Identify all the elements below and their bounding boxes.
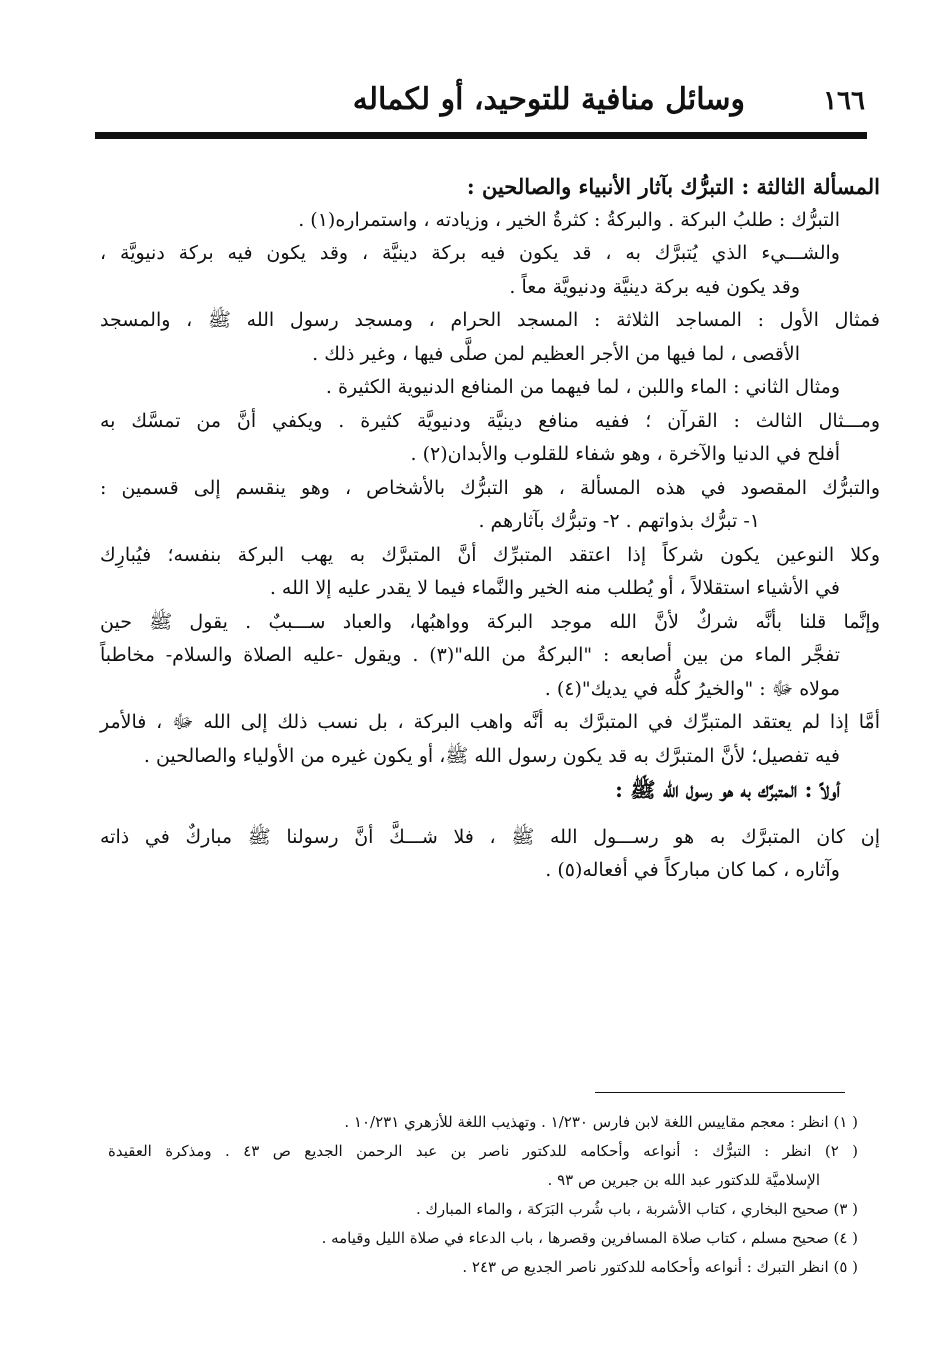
text-line: الأقصى ، لما فيها من الأجر العظيم لمن صلَّى فيها ، وغير ذلك . [312, 342, 800, 365]
text-line: فمثال الأول : المساجد الثلاثة : المسجد الحرام ، ومسجد رسول الله ﷺ ، والمسجد [100, 309, 880, 331]
text-line: التبرُّك : طلبُ البركة . والبركةُ : كثرةُ الخير ، وزيادته ، واستمراره(١) . [298, 208, 840, 231]
footnote: ( ٤) صحيح مسلم ، كتاب صلاة المسافرين وقصرها ، باب الدعاء في صلاة الليل وقيامه . [321, 1229, 858, 1247]
section-heading: المسألة الثالثة : التبرُّك بآثار الأنبياء والصالحين : [466, 174, 880, 199]
list-item: ١- تبرُّك بذواتهم . ٢- وتبرُّك بآثارهم . [478, 510, 760, 532]
main-text [100, 170, 880, 888]
text-line: أفلح في الدنيا والآخرة ، وهو شفاء للقلوب والأبدان(٢) . [410, 443, 840, 465]
text-line: فيه تفصيل؛ لأنَّ المتبرَّك به قد يكون رسول الله ﷺ، أو يكون غيره من الأولياء والصالحين . [143, 744, 840, 767]
footnote-rule [595, 1092, 845, 1093]
footnote: ( ١) انظر : معجم مقاييس اللغة لابن فارس ١/٢٣٠ . وتهذيب اللغة للأزهري ١٠/٢٣١ . [344, 1113, 858, 1131]
text-line: في الأشياء استقلالاً ، أو يُطلب منه الخير والنَّماء فيما لا يقدر عليه إلا الله . [269, 577, 840, 599]
spacer [100, 807, 880, 821]
footnotes [108, 1108, 858, 1282]
text-line: إن كان المتبرَّك به هو رســـول الله ﷺ ، فلا شـــكَّ أنَّ رسولنا ﷺ مباركٌ في ذاته [100, 825, 880, 848]
text-line: والتبرُّك المقصود في هذه المسألة ، هو التبرُّك بالأشخاص ، وهو ينقسم إلى قسمين : [100, 476, 880, 499]
text-line: وآثاره ، كما كان مباركاً في أفعاله(٥) . [545, 859, 840, 881]
page-header [95, 78, 865, 130]
text-line: ومثال الثاني : الماء واللبن ، لما فيهما من المنافع الدنيوية الكثيرة . [325, 376, 840, 398]
header-rule [95, 132, 867, 139]
running-title: وسائل منافية للتوحيد، أو لكماله [352, 82, 745, 117]
text-line: تفجَّر الماء من بين أصابعه : "البركةُ من الله"(٣) . ويقول -عليه الصلاة والسلام- مخاطباً [100, 644, 840, 666]
footnote: ( ٥) انظر التبرك : أنواعه وأحكامه للدكتور ناصر الجديع ص ٢٤٣ . [462, 1258, 858, 1276]
text-line: مولاه ﷻ : "والخيرُ كلُّه في يديك"(٤) . [544, 677, 840, 700]
text-line: وإنَّما قلنا بأنَّه شركٌ لأنَّ الله موجد البركة وواهبُها، والعباد ســـببٌ . يقول ﷺ حين [100, 610, 880, 633]
subsection-heading: أولاً : المتبرَّك به هو رسول الله ﷺ : [615, 777, 840, 802]
footnote-continuation: الإسلاميَّة للدكتور عبد الله بن جبرين ص ٩٣ . [547, 1171, 820, 1189]
footnote: ( ٣) صحيح البخاري ، كتاب الأشربة ، باب شُرب البَرَكة ، والماء المبارك . [415, 1200, 858, 1218]
text-line: وقد يكون فيه بركة دينيَّة ودنيويَّة معاً . [509, 275, 800, 298]
text-line: أمَّا إذا لم يعتقد المتبرِّك في المتبرَّك به أنَّه واهب البركة ، بل نسب ذلك إلى الله ﷻ ، فالأمر [100, 711, 880, 733]
text-line: وكلا النوعين يكون شركاً إذا اعتقد المتبرِّك أنَّ المتبرَّك به يهب البركة بنفسه؛ فيُبارِك [100, 543, 880, 566]
text-line: ومـــثال الثالث : القرآن ؛ ففيه منافع دينيَّة ودنيويَّة كثيرة . ويكفي أنَّ من تمسَّك به [100, 409, 880, 432]
footnote: ( ٢) انظر : التبرُّك : أنواعه وأحكامه للدكتور ناصر بن عبد الرحمن الجديع ص ٤٣ . ومذكرة العقيدة [108, 1142, 858, 1160]
text-line: والشـــيء الذي يُتبرَّك به ، قد يكون فيه بركة دينيَّة ، وقد يكون فيه بركة دنيويَّة ، [100, 242, 840, 264]
page-number: ١٦٦ [823, 86, 865, 116]
